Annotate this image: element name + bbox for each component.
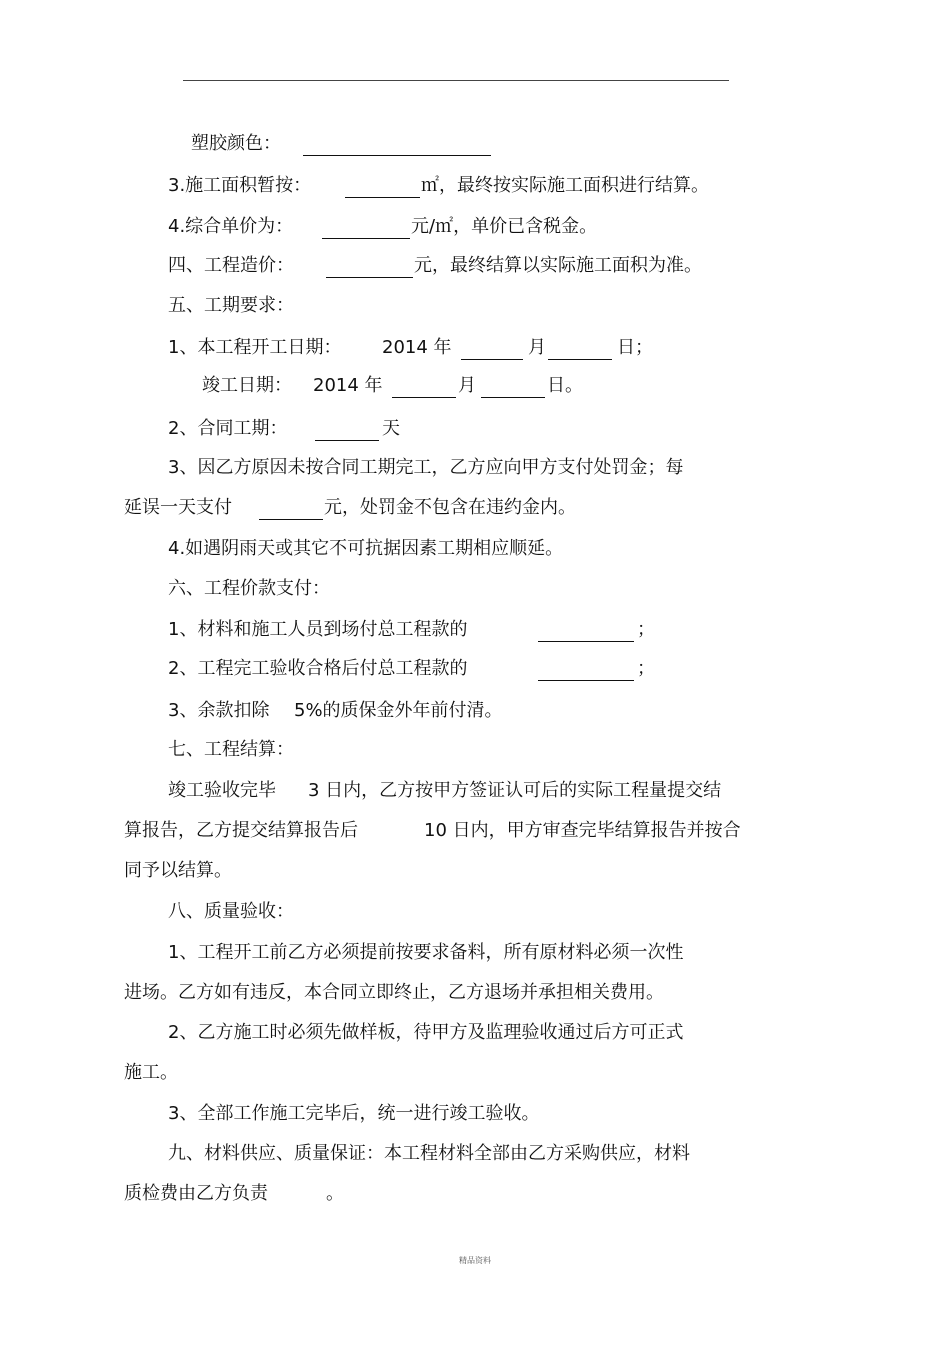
completion-month-unit: 月 (458, 375, 476, 396)
materials-text-1: 九、材料供应、质量保证：本工程材料全部由乙方采购供应，材料 (168, 1143, 690, 1164)
plastic-color-label: 塑胶颜色： (191, 133, 281, 154)
area-blank[interactable] (345, 181, 420, 198)
start-month-unit: 月 (528, 337, 546, 358)
payment-2-label: 2、工程完工验收合格后付总工程款的 (168, 658, 468, 679)
payment-3-label: 3、余款扣除 (168, 700, 270, 721)
section-quality-title: 八、质量验收： (168, 901, 294, 922)
completion-date-label: 竣工日期： (202, 375, 292, 396)
start-year: 2014 年 (382, 337, 452, 358)
quality-1a: 1、工程开工前乙方必须提前按要求备料，所有原材料必须一次性 (168, 942, 684, 963)
payment-3-text: 5%的质保金外年前付清。 (294, 700, 503, 721)
payment-2-blank[interactable] (538, 664, 634, 681)
contract-period-unit: 天 (382, 418, 400, 439)
section-schedule-title: 五、工期要求： (168, 295, 294, 316)
payment-1-end: ； (637, 619, 655, 640)
start-month-blank[interactable] (461, 343, 523, 360)
penalty-daily-blank[interactable] (259, 503, 323, 520)
section-payment-title: 六、工程价款支付： (168, 578, 330, 599)
penalty-text-1: 3、因乙方原因未按合同工期完工，乙方应向甲方支付处罚金；每 (168, 457, 684, 478)
quality-3: 3、全部工作施工完毕后，统一进行竣工验收。 (168, 1103, 540, 1124)
completion-day-unit: 日。 (547, 375, 583, 396)
cost-blank[interactable] (326, 261, 413, 278)
page-footer: 精品资料 (459, 1256, 491, 1265)
quality-2b: 施工。 (124, 1062, 178, 1083)
settlement-2a: 算报告，乙方提交结算报告后 (124, 820, 358, 841)
payment-2-end: ； (637, 658, 655, 679)
payment-1-blank[interactable] (538, 625, 634, 642)
start-date-label: 1、本工程开工日期： (168, 337, 342, 358)
unit-price-text: 元/㎡，单价已含税金。 (411, 216, 598, 237)
completion-day-blank[interactable] (481, 381, 545, 398)
unit-price-blank[interactable] (322, 222, 410, 239)
contract-period-blank[interactable] (315, 424, 379, 441)
area-text: ㎡，最终按实际施工面积进行结算。 (421, 175, 709, 196)
start-day-unit: 日； (617, 337, 653, 358)
settlement-3: 同予以结算。 (124, 860, 232, 881)
completion-year: 2014 年 (313, 375, 383, 396)
contract-period-label: 2、合同工期： (168, 418, 288, 439)
completion-month-blank[interactable] (392, 381, 456, 398)
section-settlement-title: 七、工程结算： (168, 739, 294, 760)
weather-delay-text: 4.如遇阴雨天或其它不可抗据因素工期相应顺延。 (168, 538, 564, 559)
header-rule (183, 80, 729, 81)
quality-2a: 2、乙方施工时必须先做样板，待甲方及监理验收通过后方可正式 (168, 1022, 684, 1043)
settlement-1a: 竣工验收完毕 (168, 780, 276, 801)
cost-text: 元，最终结算以实际施工面积为准。 (414, 255, 702, 276)
penalty-daily-label: 延误一天支付 (124, 497, 232, 518)
cost-label: 四、工程造价： (168, 255, 294, 276)
unit-price-label: 4.综合单价为： (168, 216, 294, 237)
plastic-color-blank[interactable] (303, 139, 491, 156)
settlement-2b: 10 日内，甲方审查完毕结算报告并按合 (424, 820, 741, 841)
start-day-blank[interactable] (548, 343, 612, 360)
materials-text-end: 。 (326, 1183, 344, 1204)
area-label: 3.施工面积暂按： (168, 175, 312, 196)
materials-text-2: 质检费由乙方负责 (124, 1183, 268, 1204)
quality-1b: 进场。乙方如有违反，本合同立即终止，乙方退场并承担相关费用。 (124, 982, 664, 1003)
payment-1-label: 1、材料和施工人员到场付总工程款的 (168, 619, 468, 640)
settlement-1b: 3 日内，乙方按甲方签证认可后的实际工程量提交结 (308, 780, 722, 801)
penalty-text-2: 元，处罚金不包含在违约金内。 (324, 497, 576, 518)
